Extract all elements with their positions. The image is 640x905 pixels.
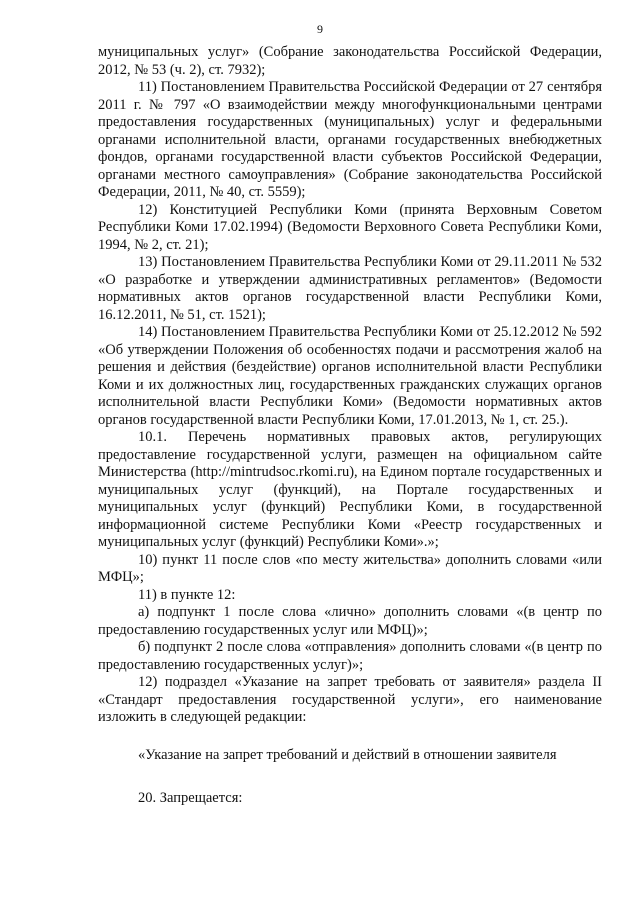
paragraph-20: 20. Запрещается:: [138, 790, 243, 806]
paragraph-subitem-a: а) подпункт 1 после слова «лично» дополнить словами «(в центр по предоставлению государственных услуг или МФЦ)»;: [98, 604, 602, 638]
paragraph-item-14: 14) Постановлением Правительства Республики Коми от 25.12.2012 № 592 «Об утверждении Положения об особенностях подачи и рассмотрения жалоб на решения и действия (бездействие) органов исполнительной власти Республики Коми и их должностных лиц, государственных гражданских служащих органов исполнительной власти Республики Коми» (Ведомости нормативных актов органов государственной власти Республики Коми, 17.01.2013, № 1, ст. 25.).: [98, 324, 602, 428]
paragraph-amend-10: 10) пункт 11 после слов «по месту жительства» дополнить словами «или МФЦ»;: [98, 551, 602, 585]
paragraph-item-12: 12) Конституцией Республики Коми (принята Верховным Советом Республики Коми 17.02.1994) (Ведомости Верховного Совета Республики Коми, 1994, № 2, ст. 21);: [98, 201, 602, 253]
paragraph-amend-11: 11) в пункте 12:: [138, 586, 236, 603]
paragraph-continuation: муниципальных услуг» (Собрание законодательства Российской Федерации, 2012, № 53 (ч. 2), ст. 7932);: [98, 44, 602, 78]
paragraph-item-11: 11) Постановлением Правительства Российской Федерации от 27 сентября 2011 г. № 797 «О взаимодействии между многофункциональными центрами предоставления государственных (муниципальных) услуг и федеральными органами исполнительной власти, органами государственных внебюджетных фондов, органами государственной власти субъектов Российской Федерации, органами местного самоуправления» (Собрание законодательства Российской Федерации, 2011, № 40, ст. 5559);: [98, 79, 602, 200]
page-number: 9: [317, 22, 323, 36]
paragraph-item-13: 13) Постановлением Правительства Республики Коми от 29.11.2011 № 532 «О разработке и утверждении административных регламентов» (Ведомости нормативных актов органов государственной власти Республики Коми, 16.12.2011, № 51, ст. 1521);: [98, 254, 602, 323]
paragraph-10-1: 10.1. Перечень нормативных правовых актов, регулирующих предоставление государственной услуги, размещен на официальном сайте Министерства (http://mintrudsoc.rkomi.ru), на Едином портале государственных и муниципальных услуг (функций), на Портале государственных и муниципальных услуг (функций) Республики Коми, в государственной информационной системе Республики Коми «Реестр государственных и муниципальных услуг (функций) Республики Коми».»;: [98, 429, 602, 550]
paragraph-amend-12: 12) подраздел «Указание на запрет требовать от заявителя» раздела II «Стандарт предоставления государственной услуги», его наименование изложить в следующей редакции:: [98, 674, 602, 725]
section-heading: «Указание на запрет требований и действий в отношении заявителя: [138, 746, 557, 763]
document-body: [98, 44, 602, 808]
paragraph-subitem-b: б) подпункт 2 после слова «отправления» дополнить словами «(в центр по предоставлению государственных услуг)»;: [98, 639, 602, 673]
spacer: [98, 727, 602, 747]
